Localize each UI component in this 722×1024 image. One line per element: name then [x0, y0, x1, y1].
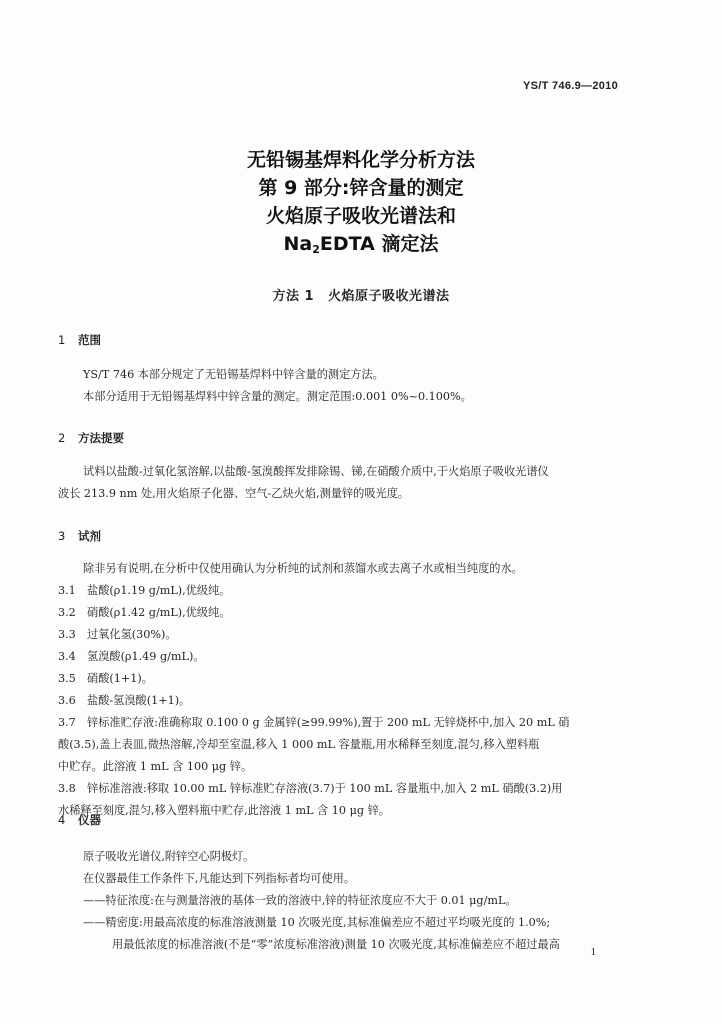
- standard-number: YS/T 746.9—2010: [522, 80, 618, 92]
- item-number: 3.7: [58, 716, 76, 729]
- paragraph-line: 原子吸收光谱仪,附锌空心阴极灯。: [83, 850, 255, 863]
- section-3-heading: [58, 528, 101, 544]
- section-1-body: [58, 364, 626, 408]
- section-number: 3: [58, 529, 66, 543]
- paragraph-line: ——特征浓度:在与测量溶液的基体一致的溶液中,锌的特征浓度应不大于 0.01 μg/mL。: [83, 894, 517, 907]
- item-number: 3.6: [58, 694, 76, 707]
- section-number: 2: [58, 431, 66, 445]
- section-3-body: [58, 558, 626, 822]
- list-item: [58, 668, 626, 690]
- section-title: 试剂: [78, 529, 101, 543]
- section-4-body: [58, 846, 626, 956]
- item-number: 3.5: [58, 672, 76, 685]
- section-number: 1: [58, 333, 66, 347]
- item-text: 氢溴酸(ρ1.49 g/mL)。: [87, 650, 205, 663]
- method-name: 火焰原子吸收光谱法: [328, 289, 450, 304]
- list-item: [58, 778, 626, 800]
- item-text: 过氧化氢(30%)。: [87, 628, 177, 641]
- item-text: 盐酸(ρ1.19 g/mL),优级纯。: [87, 584, 231, 597]
- paragraph-line: 本部分适用于无铅锡基焊料中锌含量的测定。测定范围:0.001 0%~0.100%。: [83, 390, 472, 403]
- list-item: [58, 712, 626, 734]
- paragraph-line: 水稀释至刻度,混匀,移入塑料瓶中贮存,此溶液 1 mL 含 10 μg 锌。: [58, 804, 390, 817]
- item-text: 硝酸(1+1)。: [87, 672, 153, 685]
- item-number: 3.3: [58, 628, 76, 641]
- section-title: 范围: [78, 333, 101, 347]
- list-item: [58, 690, 626, 712]
- item-text: 硝酸(ρ1.42 g/mL),优级纯。: [87, 606, 231, 619]
- section-1-heading: [58, 332, 101, 348]
- item-number: 3.8: [58, 782, 76, 795]
- list-item: [58, 580, 626, 602]
- section-4-heading: [58, 812, 101, 828]
- title-line-4-prefix: Na: [283, 233, 313, 255]
- item-text: 盐酸-氢溴酸(1+1)。: [87, 694, 191, 707]
- title-line-4-subscript: 2: [312, 243, 320, 256]
- item-text: 锌标准溶液:移取 10.00 mL 锌标准贮存溶液(3.7)于 100 mL 容量瓶中,加入 2 mL 硝酸(3.2)用: [87, 782, 563, 795]
- title-line-4: [0, 230, 722, 264]
- paragraph-line: 试料以盐酸-过氧化氢溶解,以盐酸-氢溴酸挥发排除锡、锑,在硝酸介质中,于火焰原子吸收光谱仪: [83, 465, 549, 478]
- item-number: 3.1: [58, 584, 76, 597]
- section-2-body: [58, 461, 626, 505]
- page-number: 1: [590, 946, 596, 958]
- method-heading: [0, 285, 722, 304]
- section-title: 方法提要: [78, 431, 124, 445]
- paragraph-line: 用最低浓度的标准溶液(不是“零”浓度标准溶液)测量 10 次吸光度,其标准偏差应不超过最高: [112, 938, 560, 951]
- title-line-4-suffix: EDTA 滴定法: [319, 233, 439, 255]
- paragraph-line: YS/T 746 本部分规定了无铅锡基焊料中锌含量的测定方法。: [83, 368, 384, 381]
- list-item: [58, 602, 626, 624]
- title-line-3: 火焰原子吸收光谱法和: [265, 205, 456, 227]
- section-number: 4: [58, 813, 66, 827]
- item-number: 3.4: [58, 650, 76, 663]
- paragraph-line: 波长 213.9 nm 处,用火焰原子化器、空气-乙炔火焰,测量锌的吸光度。: [58, 487, 410, 500]
- title-line-1: 无铅锡基焊料化学分析方法: [246, 149, 475, 171]
- paragraph-line: 中贮存。此溶液 1 mL 含 100 μg 锌。: [58, 760, 253, 773]
- paragraph-line: 在仪器最佳工作条件下,凡能达到下列指标者均可使用。: [83, 872, 356, 885]
- paragraph-line: 酸(3.5),盖上表皿,微热溶解,冷却至室温,移入 1 000 mL 容量瓶,用水稀释至刻度,混匀,移入塑料瓶: [58, 738, 540, 751]
- method-label: 方法 1: [272, 289, 315, 304]
- item-text: 锌标准贮存液:准确称取 0.100 0 g 金属锌(≥99.99%),置于 200 mL 无锌烧杯中,加入 20 mL 硝: [87, 716, 570, 729]
- list-item: [58, 624, 626, 646]
- section-2-heading: [58, 430, 124, 446]
- document-title: [0, 146, 722, 264]
- section-title: 仪器: [78, 813, 101, 827]
- paragraph-line: ——精密度:用最高浓度的标准溶液测量 10 次吸光度,其标准偏差应不超过平均吸光度的 1.0%;: [83, 916, 551, 929]
- title-line-2: 第 9 部分:锌含量的测定: [258, 177, 464, 199]
- list-item: [58, 646, 626, 668]
- item-number: 3.2: [58, 606, 76, 619]
- section-3-intro: 除非另有说明,在分析中仅使用确认为分析纯的试剂和蒸馏水或去离子水或相当纯度的水。: [83, 562, 523, 575]
